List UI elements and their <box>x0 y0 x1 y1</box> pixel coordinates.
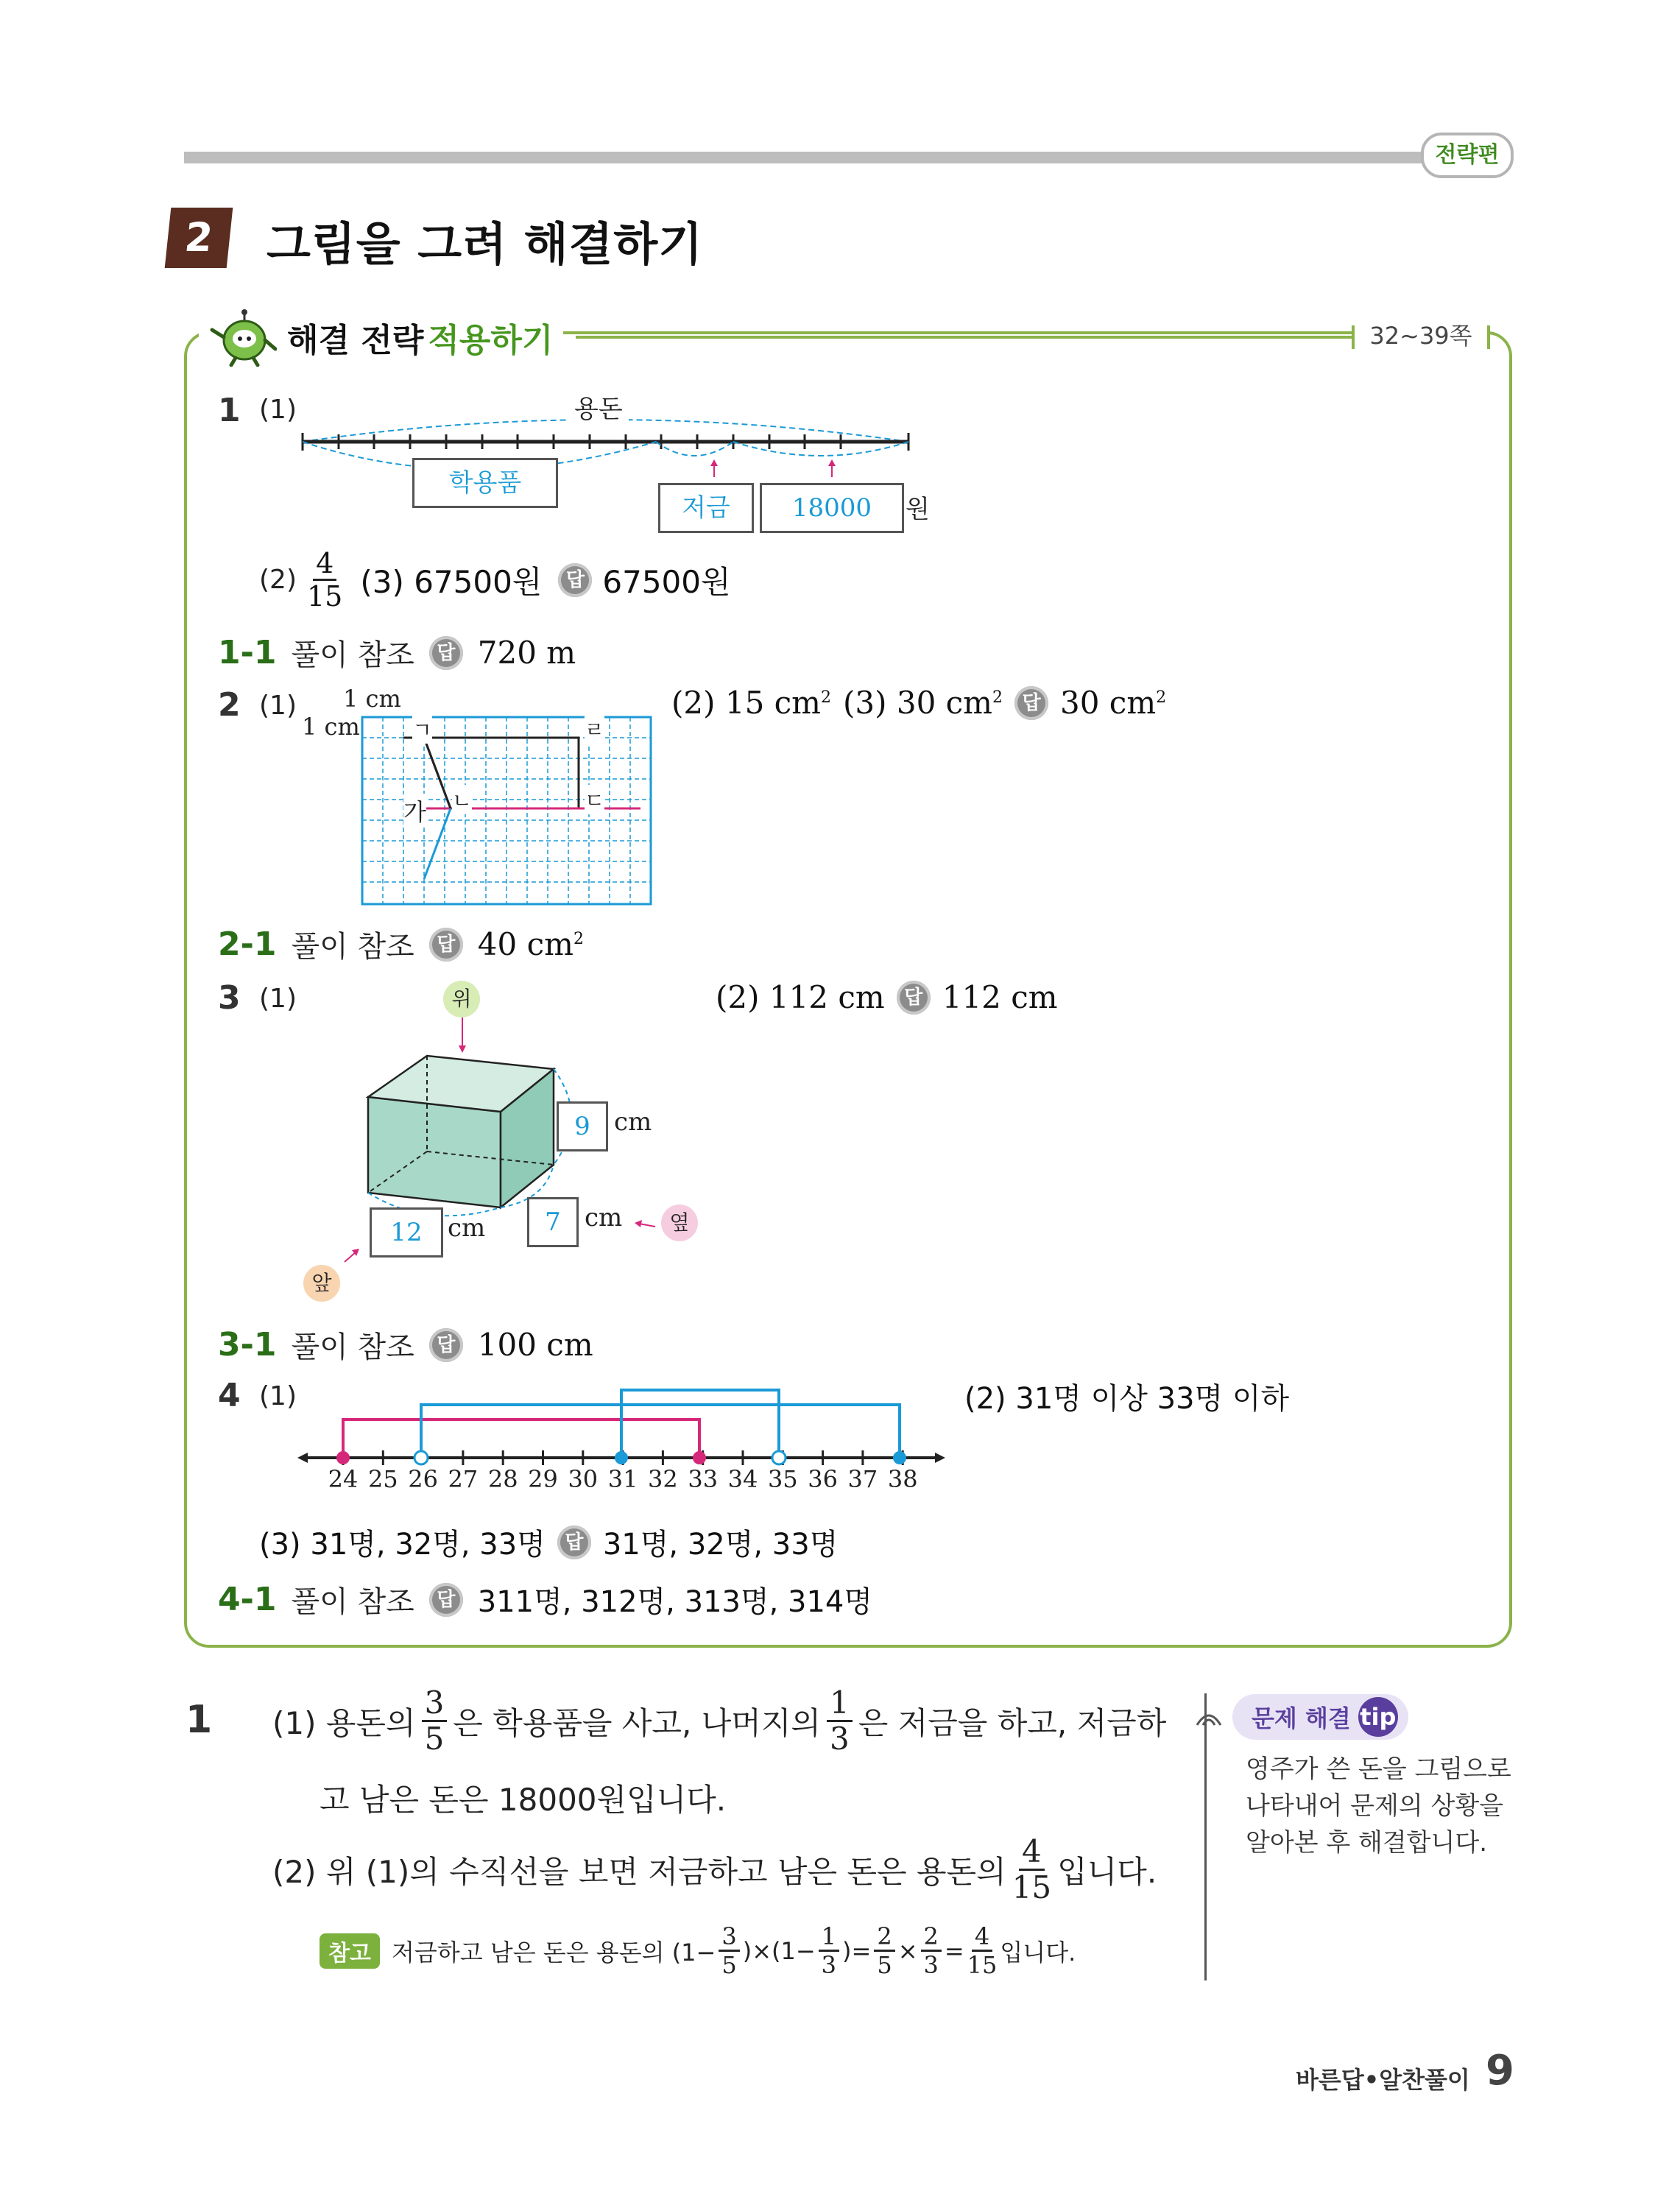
q3-answer: 112 cm <box>942 979 1058 1015</box>
q3-number: 3 <box>218 979 241 1017</box>
ref-frac3-den: 5 <box>877 1951 892 1979</box>
ref-c: )= <box>842 1936 872 1965</box>
q3-answer-row <box>716 979 1058 1015</box>
strategy-heading <box>199 309 563 365</box>
tip-badge <box>1232 1694 1408 1740</box>
q2-1-label: 풀이 참조 <box>291 930 414 964</box>
q4-tick-label: 27 <box>448 1465 479 1493</box>
q4-tick-label: 24 <box>328 1465 359 1493</box>
q3-1-row <box>218 1324 593 1366</box>
q4-tick-label: 34 <box>727 1465 758 1493</box>
q3-unit-h: cm <box>614 1107 652 1137</box>
ref-badge: 참고 <box>320 1933 380 1969</box>
strategy-rule <box>576 336 1352 339</box>
q4-1-dap-icon: 답 <box>429 1583 463 1617</box>
q4-answer-row <box>259 1521 838 1563</box>
tip-circle: tip <box>1358 1697 1398 1737</box>
section-title: 그림을 그려 해결하기 <box>267 217 704 271</box>
q1-number: 1 <box>218 392 241 429</box>
q4-sub3: (3) 31명, 32명, 33명 <box>259 1528 546 1562</box>
section-number: 2 <box>165 208 233 268</box>
q2-dap-icon: 답 <box>1014 686 1048 720</box>
q3-1-label: 풀이 참조 <box>291 1330 414 1364</box>
explanation-ref <box>320 1922 1076 1979</box>
exp-p1-d: 고 남은 돈은 18000원입니다. <box>320 1782 727 1818</box>
q2-answer-sq: 2 <box>1156 688 1167 707</box>
q1-frac-num: 4 <box>313 549 336 581</box>
q1-box-amount: 18000 <box>760 483 904 533</box>
footer-label: 바른답•알찬풀이 <box>1296 2066 1470 2094</box>
q1-dap-icon: 답 <box>558 563 592 597</box>
ref-a: 저금하고 남은 돈은 용돈의 (1− <box>391 1938 716 1967</box>
exp-p2-a: (2) 위 (1)의 수직선을 보면 저금하고 남은 돈은 용돈의 <box>272 1853 1006 1890</box>
q2-grid-top-label: 1 cm <box>343 685 401 713</box>
q4-tick-label: 28 <box>487 1465 518 1493</box>
q1-fraction <box>307 547 343 613</box>
strategy-title-b: 적용하기 <box>428 322 554 359</box>
q1-1-row <box>218 632 576 674</box>
exp-frac1-den: 5 <box>424 1721 445 1757</box>
q4-sub1: (1) <box>259 1381 297 1411</box>
q2-point-g: ㄱ <box>412 714 432 744</box>
q2-1-number: 2-1 <box>218 925 277 963</box>
mascot-icon <box>209 308 277 367</box>
q4-sub2: (2) 31명 이상 33명 이하 <box>964 1382 1290 1416</box>
q1-1-label: 풀이 참조 <box>291 638 414 672</box>
q3-1-dap-icon: 답 <box>429 1328 463 1362</box>
ref-frac1-den: 5 <box>721 1951 737 1979</box>
strategy-title-a: 해결 전략 <box>287 322 424 359</box>
range-bar-right <box>1487 325 1490 349</box>
page-number: 9 <box>1486 2047 1514 2095</box>
q2-point-ga: 가 <box>403 794 426 828</box>
exp-p1-a: (1) 용돈의 <box>272 1704 416 1741</box>
q1-sub2: (2) <box>259 565 297 595</box>
q1-1-answer: 720 m <box>477 635 576 671</box>
ref-b: )×(1− <box>742 1936 816 1965</box>
q4-number: 4 <box>218 1377 241 1414</box>
q3-1-answer: 100 cm <box>477 1327 593 1363</box>
explanation-number: 1 <box>186 1698 213 1742</box>
q2-sub2 <box>671 685 831 721</box>
exp-frac1-num: 3 <box>422 1687 448 1722</box>
q4-tick-label: 30 <box>568 1465 599 1493</box>
ref-frac5 <box>967 1922 998 1979</box>
q2-1-answer-sq: 2 <box>573 930 584 948</box>
ref-frac1-num: 3 <box>719 1925 739 1952</box>
q2-sub3 <box>843 685 1003 721</box>
exp-frac2-den: 3 <box>830 1721 850 1757</box>
q4-tick-label: 25 <box>367 1465 398 1493</box>
explanation-line2 <box>272 1833 1157 1905</box>
exp-frac2 <box>827 1685 853 1757</box>
q3-sub1: (1) <box>259 984 297 1014</box>
exp-p1-c: 은 저금을 하고, 저금하 <box>858 1704 1167 1741</box>
tip-header <box>1194 1693 1408 1740</box>
q2-1-answer-text: 40 cm <box>477 926 573 962</box>
exp-frac3-den: 15 <box>1012 1869 1052 1905</box>
ref-frac2 <box>819 1922 839 1979</box>
q1-1-number: 1-1 <box>218 634 277 671</box>
exp-frac2-num: 1 <box>827 1687 853 1722</box>
ref-frac1 <box>719 1922 739 1979</box>
q4-tick-label: 36 <box>808 1465 838 1493</box>
q4-tick-label: 33 <box>688 1465 719 1493</box>
q3-sub2: (2) 112 cm <box>716 979 885 1015</box>
q4-tick-label: 38 <box>887 1465 918 1493</box>
q3-label-front: 앞 <box>303 1265 340 1302</box>
ref-frac2-num: 1 <box>819 1925 839 1952</box>
q2-answer <box>1060 685 1166 721</box>
ref-frac3 <box>874 1922 894 1979</box>
q1-answer: 67500원 <box>602 563 731 600</box>
exp-frac3-num: 4 <box>1019 1836 1045 1871</box>
q1-frac-den: 15 <box>307 580 343 613</box>
ref-frac4-num: 2 <box>921 1925 942 1952</box>
q2-sub3-text: (3) 30 cm <box>843 685 992 721</box>
q2-1-dap-icon: 답 <box>429 928 463 962</box>
q2-sub3-sq: 2 <box>992 688 1003 707</box>
q4-tick-label: 26 <box>408 1465 438 1493</box>
q2-sub1: (1) <box>259 691 297 721</box>
q3-label-top: 위 <box>443 981 480 1017</box>
exp-frac1 <box>422 1685 448 1757</box>
q2-point-n: ㄴ <box>452 785 472 814</box>
q2-sub2-text: (2) 15 cm <box>671 685 821 721</box>
q3-box-depth: 7 <box>527 1197 579 1247</box>
ref-frac2-den: 3 <box>821 1951 837 1979</box>
q1-box-saving: 저금 <box>658 483 754 533</box>
q1-box-goods: 학용품 <box>412 458 558 508</box>
q4-1-number: 4-1 <box>218 1581 277 1618</box>
ref-e: = <box>944 1936 964 1965</box>
q1-sub3: (3) 67500원 <box>360 563 543 600</box>
q4-tick-labels <box>297 1465 953 1498</box>
tip-text: 영주가 쓴 돈을 그림으로 나타내어 문제의 상황을 알아본 후 해결합니다. <box>1246 1754 1511 1858</box>
q3-label-side: 옆 <box>661 1204 698 1241</box>
q4-tick-label: 35 <box>767 1465 798 1493</box>
exp-p1-b: 은 학용품을 사고, 나머지의 <box>453 1704 821 1741</box>
q3-1-number: 3-1 <box>218 1326 277 1364</box>
tip-label: 문제 해결 <box>1252 1704 1351 1732</box>
q4-tick-label: 37 <box>847 1465 878 1493</box>
ref-frac3-num: 2 <box>874 1925 894 1952</box>
q2-answer-text: 30 cm <box>1060 685 1157 721</box>
ref-frac4-den: 3 <box>923 1951 939 1979</box>
q1-1-dap-icon: 답 <box>429 636 463 670</box>
q1-sub1: (1) <box>259 395 297 425</box>
q2-answer-row <box>671 685 1166 721</box>
q1-unit: 원 <box>906 495 930 524</box>
q4-1-label: 풀이 참조 <box>291 1585 414 1619</box>
part-tag: 전략편 <box>1421 133 1514 178</box>
q2-1-answer <box>478 926 584 962</box>
ref-frac4 <box>921 1922 942 1979</box>
page-range: 32~39쪽 <box>1355 314 1487 358</box>
ref-f: 입니다. <box>1000 1938 1076 1967</box>
q2-point-r: ㄹ <box>585 714 604 744</box>
q1-top-label: 용돈 <box>568 389 629 425</box>
q2-number: 2 <box>218 686 241 724</box>
q3-cuboid-figure <box>294 979 707 1318</box>
q4-dap-icon: 답 <box>557 1526 591 1559</box>
q3-box-width: 12 <box>370 1207 443 1258</box>
exp-p2-b: 입니다. <box>1057 1853 1157 1890</box>
q3-box-height: 9 <box>557 1101 608 1151</box>
bulb-arc-icon <box>1194 1706 1224 1728</box>
q3-dap-icon: 답 <box>897 981 931 1015</box>
q3-unit-w: cm <box>448 1213 486 1243</box>
q4-tick-label: 31 <box>607 1465 638 1493</box>
q1-answer-row <box>259 547 731 613</box>
q4-tick-label: 32 <box>648 1465 678 1493</box>
q2-sub2-sq: 2 <box>821 688 831 707</box>
q4-1-row <box>218 1579 872 1620</box>
q2-point-d: ㄷ <box>585 785 604 814</box>
q4-answer: 31명, 32명, 33명 <box>602 1528 839 1562</box>
q4-1-answer: 311명, 312명, 313명, 314명 <box>477 1585 873 1619</box>
exp-frac3 <box>1012 1833 1052 1905</box>
q3-unit-d: cm <box>585 1203 623 1232</box>
q2-grid-left-label: 1 cm <box>302 713 360 741</box>
q2-1-row <box>218 923 584 965</box>
q4-tick-label: 29 <box>528 1465 558 1493</box>
header-rule <box>184 152 1428 163</box>
ref-d: × <box>897 1936 918 1965</box>
explanation-line1 <box>272 1685 1167 1757</box>
ref-frac5-den: 15 <box>967 1951 998 1979</box>
ref-frac5-num: 4 <box>972 1925 992 1952</box>
